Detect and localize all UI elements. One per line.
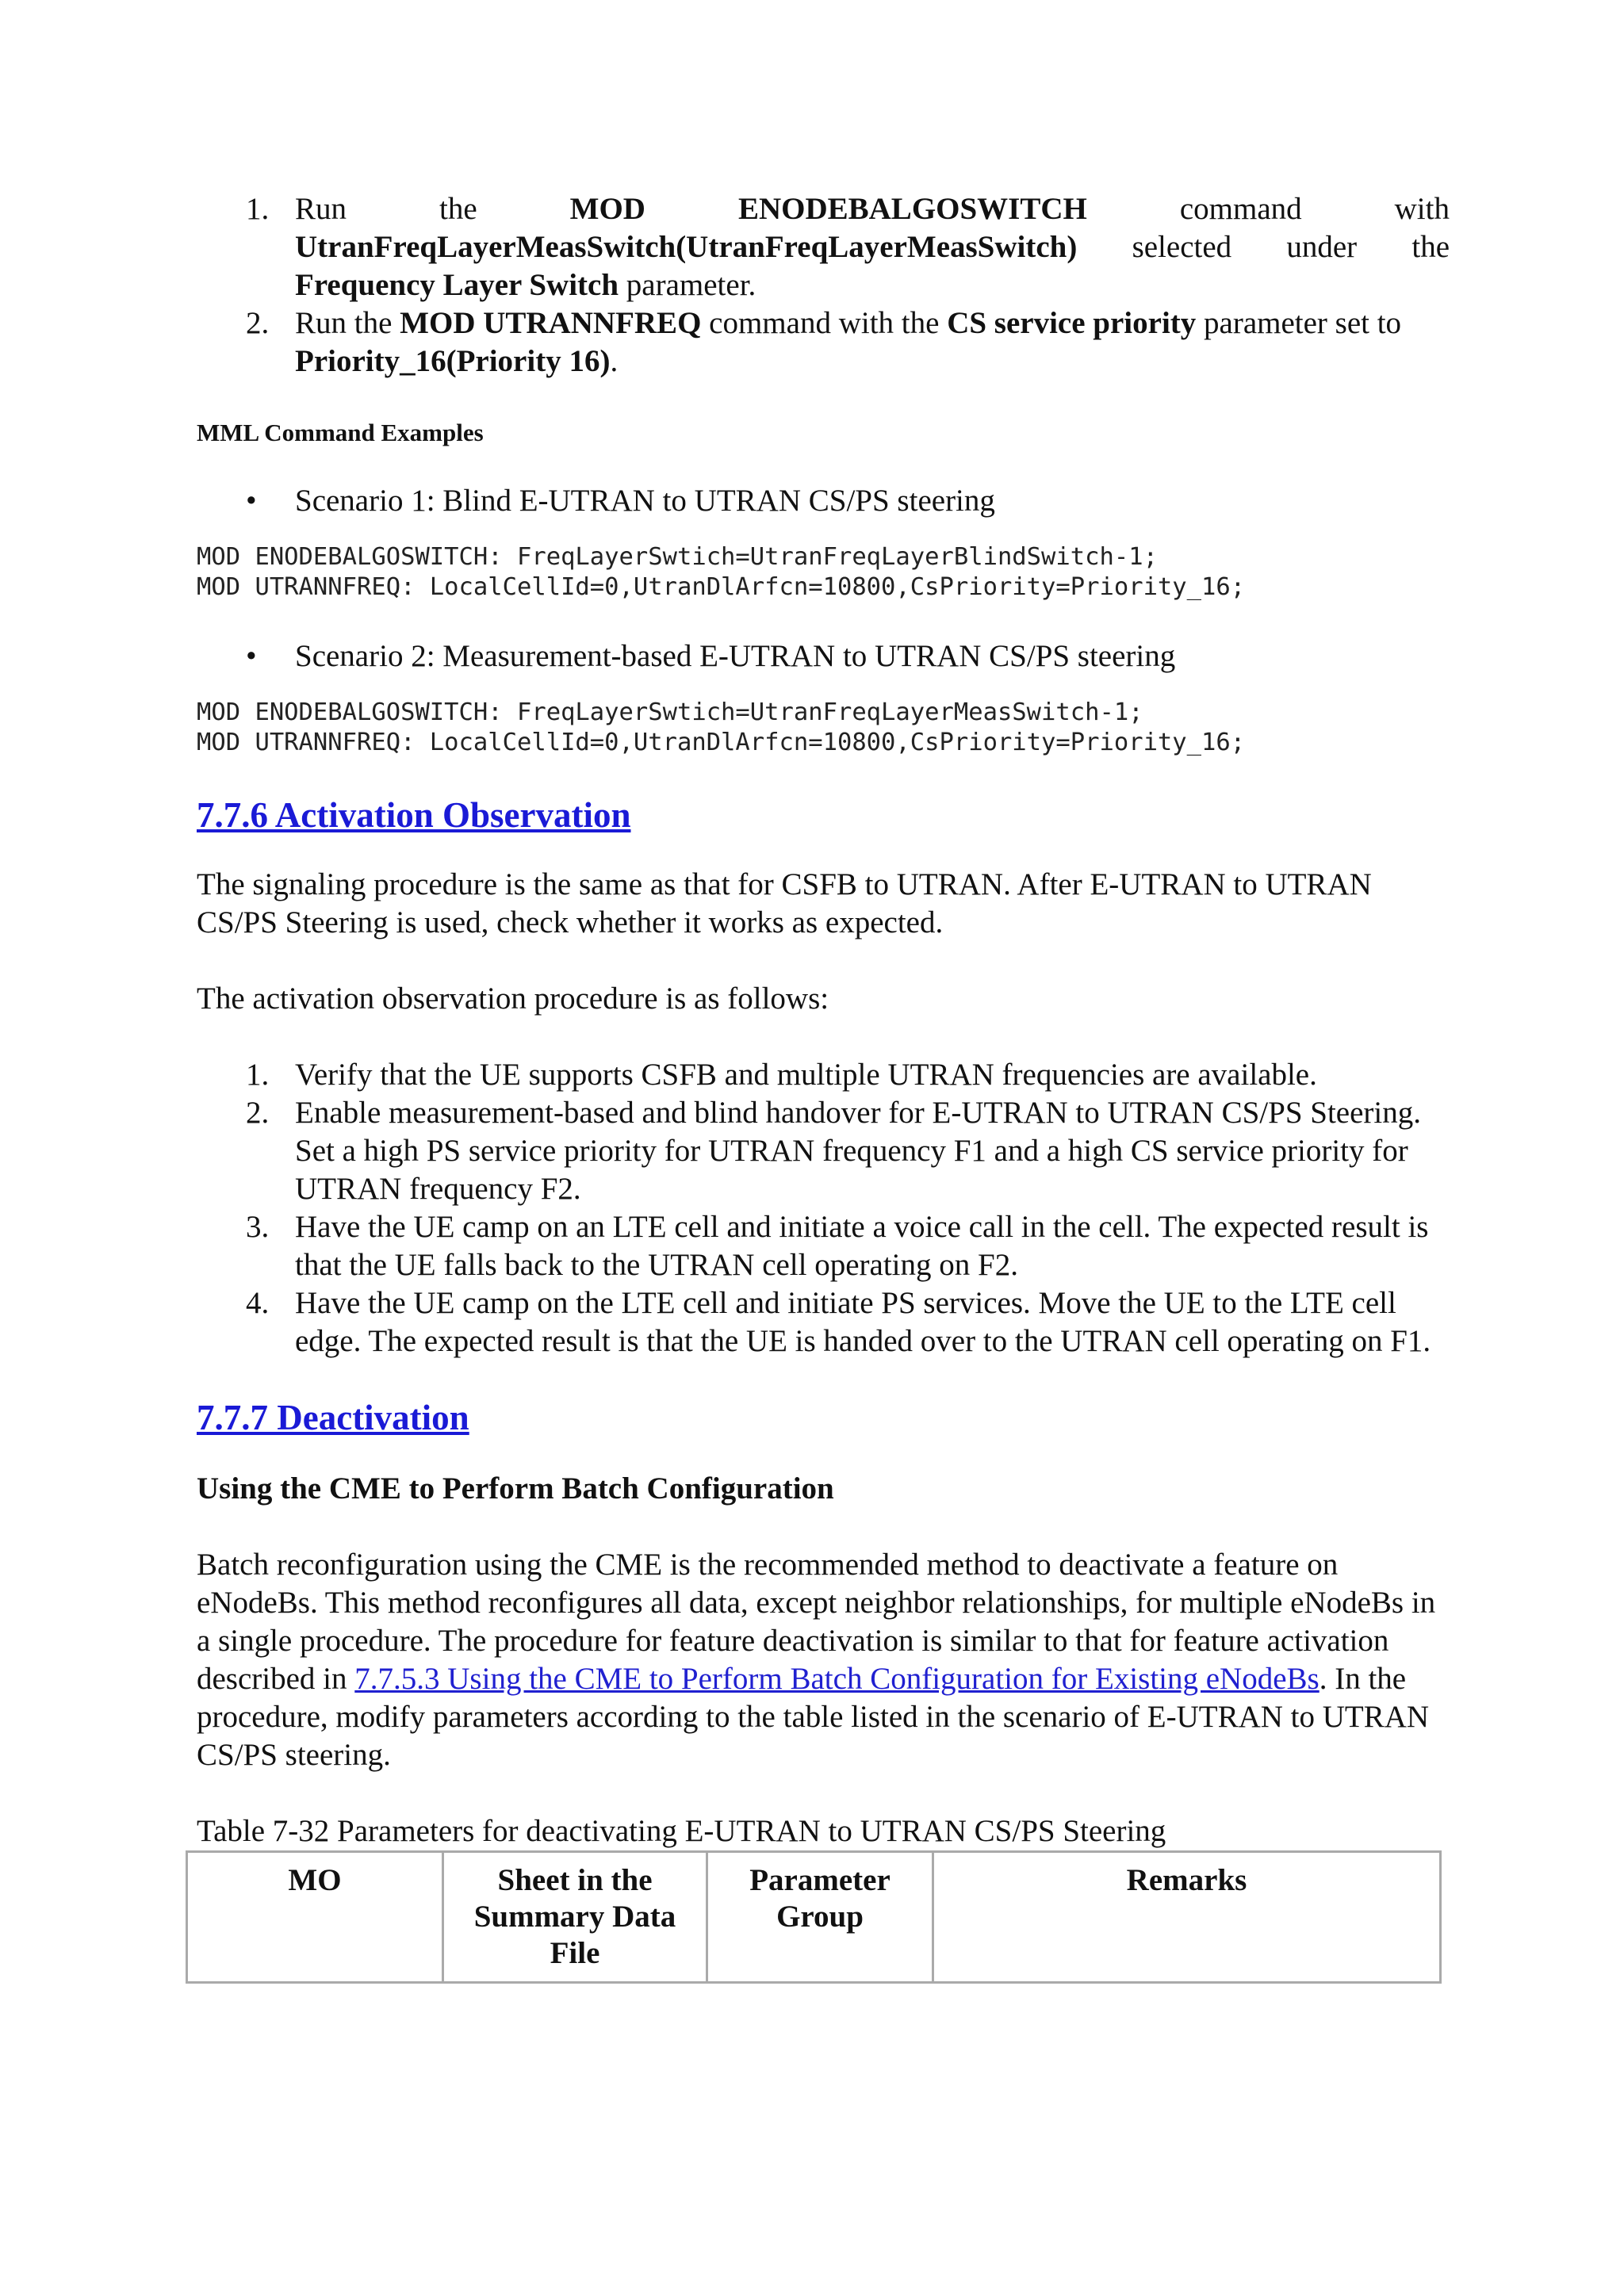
observation-steps-list bbox=[197, 1056, 1450, 1360]
observation-step-2 bbox=[197, 1094, 1450, 1208]
batch-config-subheading: Using the CME to Perform Batch Configuration bbox=[197, 1471, 834, 1506]
scenario-2-code: MOD ENODEBALGOSWITCH: FreqLayerSwtich=UtranFreqLayerMeasSwitch-1; MOD UTRANNFREQ: LocalCellId=0,UtranDlArfcn=10800,CsPriority=Priority_16; bbox=[197, 698, 1246, 756]
step-number: 3. bbox=[246, 1210, 270, 1244]
step-text: Have the UE camp on the LTE cell and initiate PS services. Move the UE to the LTE cell edge. The expected result is that the UE is handed over to the UTRAN cell operating on F1. bbox=[295, 1286, 1431, 1358]
section-777-para bbox=[197, 1546, 1450, 1774]
table-header-row bbox=[187, 1852, 1441, 1983]
batch-config-reference-link[interactable]: 7.7.5.3 Using the CME to Perform Batch Configuration for Existing eNodeBs bbox=[354, 1662, 1320, 1696]
table-caption: Table 7-32 Parameters for deactivating E-UTRAN to UTRAN CS/PS Steering bbox=[197, 1814, 1166, 1848]
section-776-para2: The activation observation procedure is as follows: bbox=[197, 982, 829, 1016]
scenario-2-bullet bbox=[197, 637, 1450, 675]
observation-step-1 bbox=[197, 1056, 1450, 1094]
scenario-1-code: MOD ENODEBALGOSWITCH: FreqLayerSwtich=UtranFreqLayerBlindSwitch-1; MOD UTRANNFREQ: LocalCellId=0,UtranDlArfcn=10800,CsPriority=Priority_16; bbox=[197, 543, 1246, 601]
observation-step-3 bbox=[197, 1208, 1450, 1284]
table-header-remarks: Remarks bbox=[933, 1852, 1441, 1983]
step-number: 2. bbox=[246, 306, 270, 340]
step-text: Verify that the UE supports CSFB and multiple UTRAN frequencies are available. bbox=[295, 1058, 1317, 1092]
step-text: Run the MOD UTRANNFREQ command with the CS service priority parameter set to Priority_16(Priority 16). bbox=[295, 306, 1402, 378]
step-number: 4. bbox=[246, 1286, 270, 1320]
bullet-icon: • bbox=[246, 639, 257, 673]
section-777-heading[interactable]: 7.7.7 Deactivation bbox=[197, 1398, 469, 1437]
table-header-mo: MO bbox=[187, 1852, 443, 1983]
scenario-1-bullet bbox=[197, 482, 1450, 520]
section-776-para1: The signaling procedure is the same as that for CSFB to UTRAN. After E-UTRAN to UTRAN CS/PS Steering is used, check whether it works as expected. bbox=[197, 867, 1372, 939]
table-header-sheet: Sheet in the Summary Data File bbox=[443, 1852, 707, 1983]
observation-step-4 bbox=[197, 1284, 1450, 1360]
section-776-heading[interactable]: 7.7.6 Activation Observation bbox=[197, 795, 631, 835]
scenario-2-label: Scenario 2: Measurement-based E-UTRAN to UTRAN CS/PS steering bbox=[295, 639, 1176, 673]
table-header-parameter-group: Parameter Group bbox=[707, 1852, 933, 1983]
parameters-table bbox=[186, 1850, 1442, 1984]
step-number: 1. bbox=[246, 192, 270, 226]
step-text: Enable measurement-based and blind handover for E-UTRAN to UTRAN CS/PS Steering. Set a high PS service priority for UTRAN frequency F1 and a high CS service priority for UTRAN frequency F2. bbox=[295, 1096, 1421, 1206]
steps-top-list bbox=[197, 190, 1450, 381]
step-top-2 bbox=[197, 304, 1450, 381]
step-text: Run the MOD ENODEBALGOSWITCH command with UtranFreqLayerMeasSwitch(UtranFreqLayerMeasSwitch) selected under the Frequency Layer Switch parameter. bbox=[295, 192, 1450, 302]
para-text-before-link: Batch reconfiguration using the CME is the recommended method to deactivate a feature on eNodeBs. This method reconfigures all data, except neighbor relationships, for multiple eNodeBs in a single procedure. The procedure for feature deactivation is similar to that for feature activation described in bbox=[197, 1548, 1436, 1696]
step-number: 2. bbox=[246, 1096, 270, 1130]
document-page bbox=[197, 190, 1450, 1984]
para-text-after-link: . In the procedure, modify parameters according to the table listed in the scenario of E-UTRAN to UTRAN CS/PS steering. bbox=[197, 1662, 1430, 1772]
mml-examples-title: MML Command Examples bbox=[197, 419, 484, 446]
step-number: 1. bbox=[246, 1058, 270, 1092]
bullet-icon: • bbox=[246, 484, 257, 518]
scenario-1-label: Scenario 1: Blind E-UTRAN to UTRAN CS/PS steering bbox=[295, 484, 995, 518]
step-top-1 bbox=[197, 190, 1450, 304]
step-text: Have the UE camp on an LTE cell and initiate a voice call in the cell. The expected result is that the UE falls back to the UTRAN cell operating on F2. bbox=[295, 1210, 1429, 1282]
